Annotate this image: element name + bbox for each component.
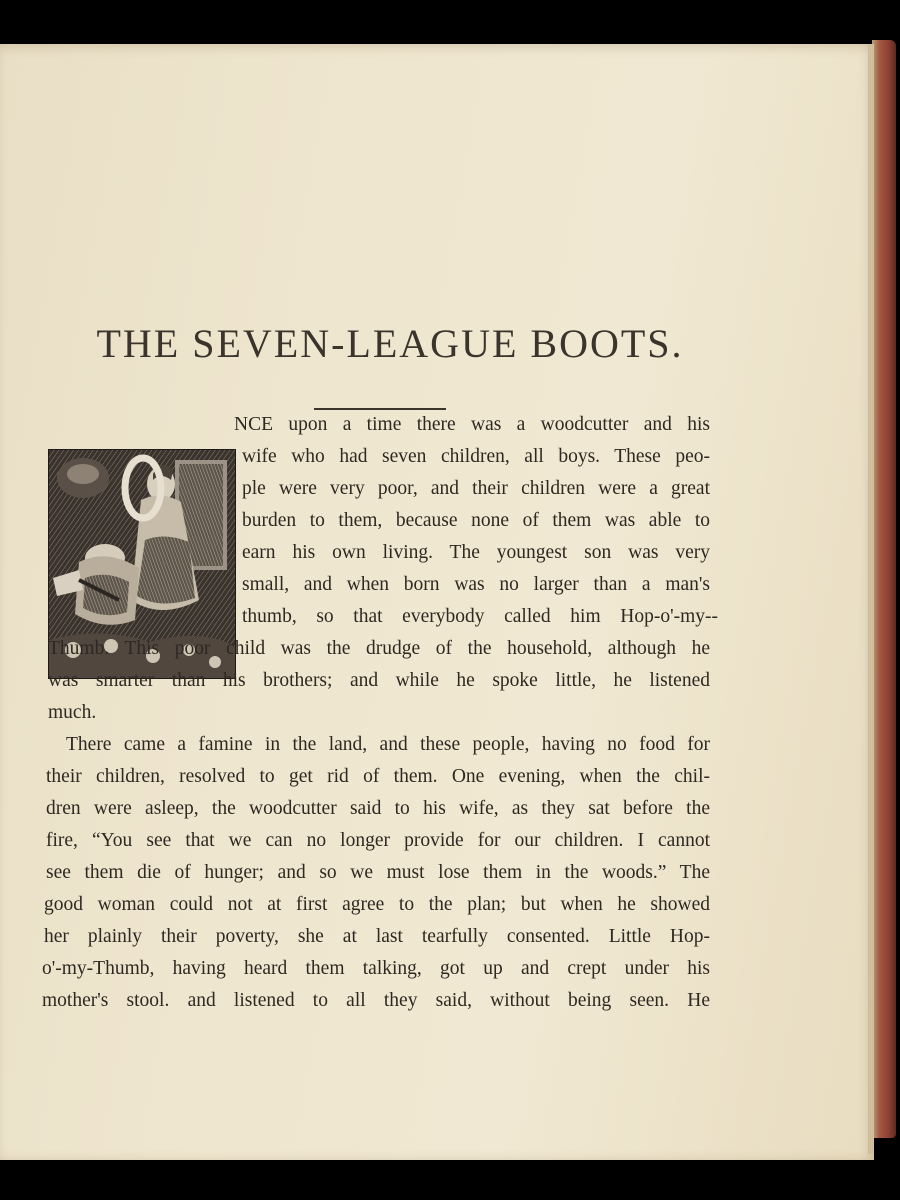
title-rule	[314, 408, 446, 410]
book-page	[0, 44, 874, 1160]
text-line: their children, resolved to get rid of them. One evening, when the chil-	[46, 766, 710, 787]
text-line: earn his own living. The youngest son was very	[242, 542, 710, 563]
text-line: thumb, so that everybody called him Hop-o'-my--	[242, 606, 718, 627]
text-line: NCE upon a time there was a woodcutter and his	[234, 414, 710, 435]
text-line: fire, “You see that we can no longer provide for our children. I cannot	[46, 830, 710, 851]
page-edges	[868, 44, 874, 1154]
text-line: mother's stool. and listened to all they said, without being seen. He	[42, 990, 710, 1011]
page-title: THE SEVEN-LEAGUE BOOTS.	[96, 321, 684, 366]
book-cover-edge	[872, 40, 896, 1138]
text-line: dren were asleep, the woodcutter said to his wife, as they sat before the	[46, 798, 710, 819]
text-line: her plainly their poverty, she at last tearfully consented. Little Hop-	[44, 926, 710, 947]
text-line: much.	[48, 702, 97, 723]
text-line: see them die of hunger; and so we must lose them in the woods.” The	[46, 862, 710, 883]
text-line: small, and when born was no larger than a man's	[242, 574, 710, 595]
text-line: Thumb. This poor child was the drudge of the household, although he	[48, 638, 710, 659]
text-line: good woman could not at first agree to the plan; but when he showed	[44, 894, 710, 915]
text-line: wife who had seven children, all boys. These peo-	[242, 446, 710, 467]
text-line: There came a famine in the land, and these people, having no food for	[66, 734, 710, 755]
text-line: burden to them, because none of them was able to	[242, 510, 710, 531]
text-line: o'-my-Thumb, having heard them talking, got up and crept under his	[42, 958, 710, 979]
text-line: was smarter than his brothers; and while he spoke little, he listened	[48, 670, 710, 691]
text-line: ple were very poor, and their children were a great	[242, 478, 710, 499]
